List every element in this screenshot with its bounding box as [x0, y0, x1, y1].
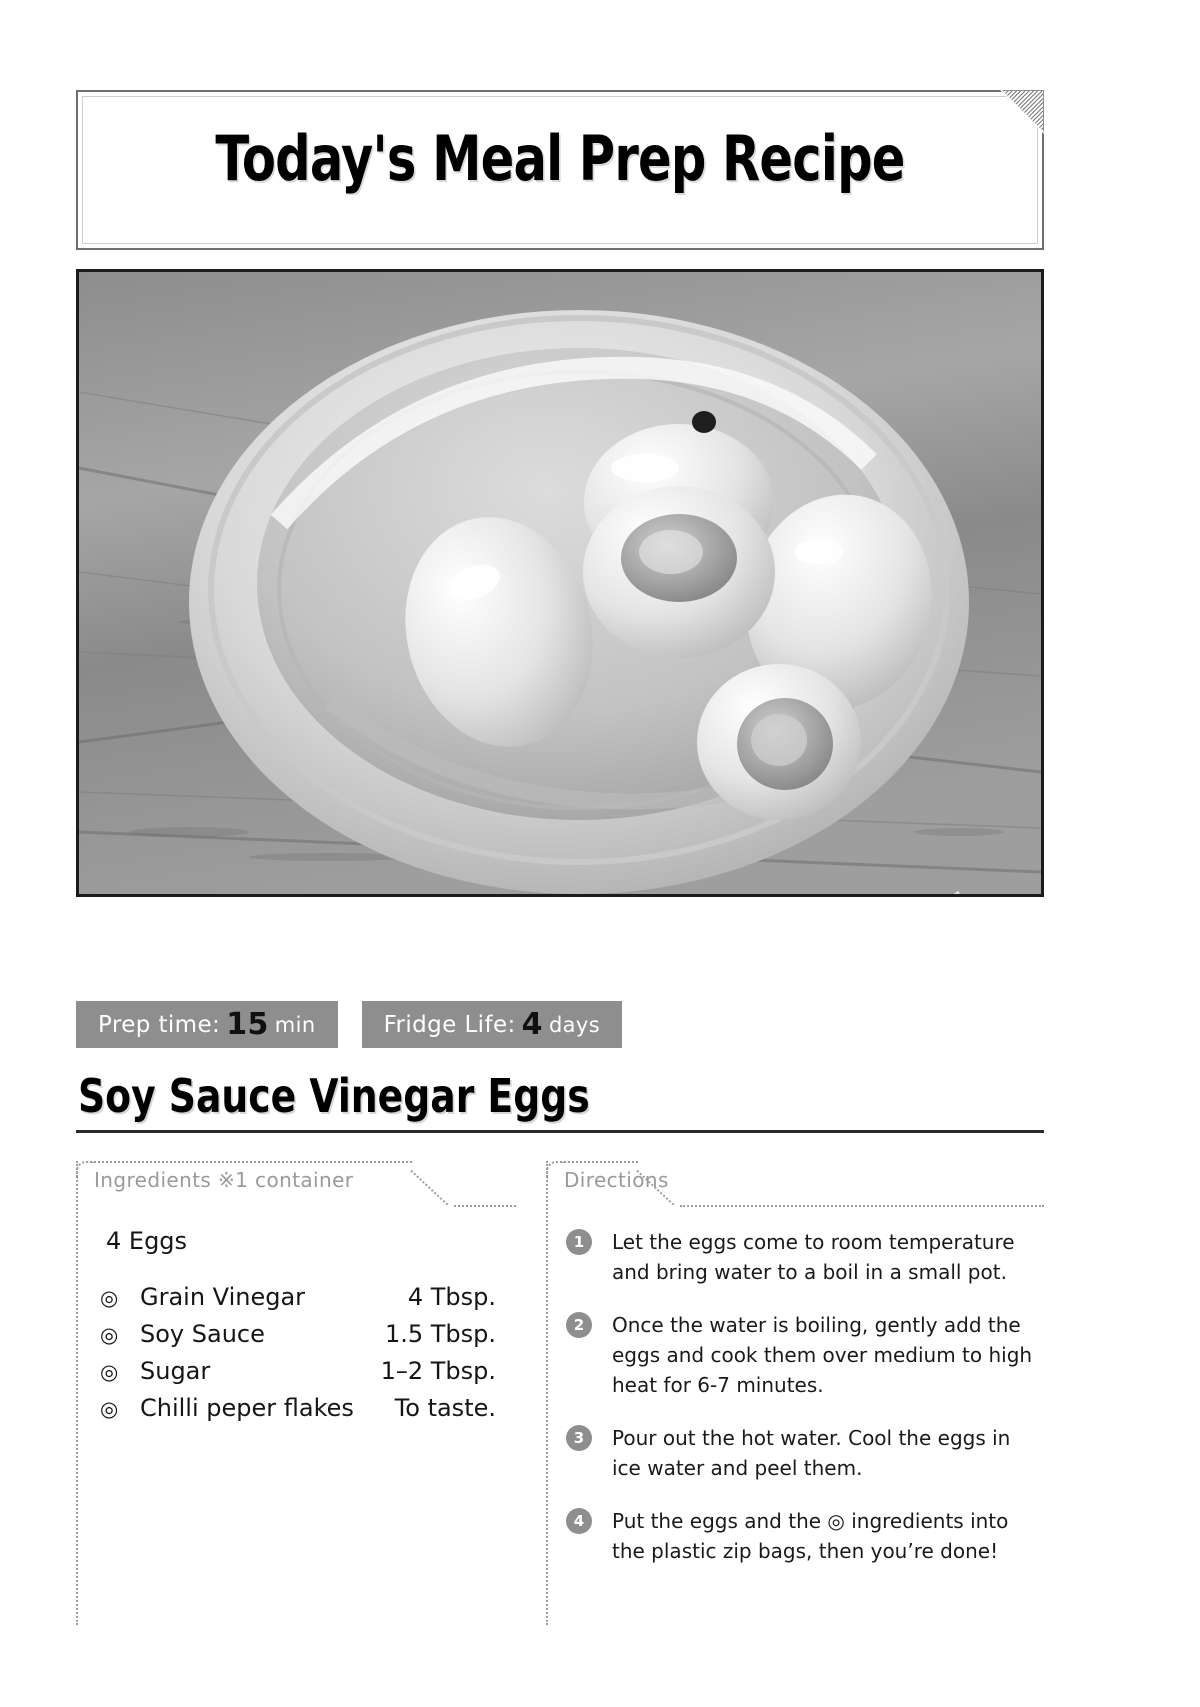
ingredients-frame-top [86, 1161, 412, 1163]
ingredients-list [100, 1283, 500, 1431]
ingredient-mark-icon: ◎ [100, 1323, 119, 1347]
directions-list [566, 1227, 1034, 1589]
ingredient-row [100, 1394, 500, 1431]
recipe-title: Soy Sauce Vinegar Eggs [78, 1069, 590, 1123]
directions-frame-left [546, 1161, 548, 1625]
step-number-badge: 2 [566, 1312, 592, 1338]
page-title: Today's Meal Prep Recipe [215, 122, 905, 195]
fridge-life-badge [362, 1001, 623, 1048]
ingredient-amount: To taste. [394, 1394, 496, 1422]
ingredients-frame-left [76, 1161, 78, 1625]
ingredients-frame-corner [76, 1161, 94, 1179]
ingredient-amount: 1.5 Tbsp. [384, 1320, 496, 1348]
prep-time-unit: min [274, 1012, 316, 1037]
step-text: Put the eggs and the ◎ ingredients into the plastic zip bags, then you’re done! [612, 1509, 1009, 1563]
fridge-life-unit: days [548, 1012, 601, 1037]
ingredient-mark-icon: ◎ [100, 1397, 119, 1421]
ingredients-headline: 4 Eggs [106, 1227, 188, 1255]
fridge-life-value: 4 [521, 1007, 543, 1042]
step-text: Once the water is boiling, gently add the eggs and cook them over medium to high heat for 6-7 minutes. [612, 1313, 1033, 1397]
step-text: Pour out the hot water. Cool the eggs in ice water and peel them. [612, 1426, 1011, 1480]
directions-frame-top-lower [680, 1205, 1044, 1207]
ingredient-row [100, 1357, 500, 1394]
step-number-badge: 4 [566, 1508, 592, 1534]
ingredient-mark-icon: ◎ [100, 1286, 119, 1310]
directions-tab-label: Directions [564, 1168, 669, 1192]
fridge-life-label: Fridge Life: [383, 1011, 516, 1038]
direction-step [566, 1506, 1034, 1566]
directions-panel [546, 1155, 1044, 1625]
meta-badges [76, 1001, 622, 1048]
recipe-title-rule [76, 1130, 1044, 1133]
ingredient-name: Sugar [140, 1357, 211, 1385]
step-number-badge: 3 [566, 1425, 592, 1451]
prep-time-badge [76, 1001, 338, 1048]
ingredient-amount: 1–2 Tbsp. [380, 1357, 496, 1385]
ingredients-panel [76, 1155, 516, 1625]
ingredient-name: Chilli peper flakes [140, 1394, 354, 1422]
page-fold-icon [1000, 90, 1044, 134]
ingredients-tab-label: Ingredients ※1 container [94, 1168, 354, 1192]
ingredient-name: Soy Sauce [140, 1320, 265, 1348]
ingredient-row [100, 1320, 500, 1357]
recipe-photo [76, 269, 1044, 897]
prep-time-value: 15 [226, 1007, 269, 1042]
direction-step [566, 1227, 1034, 1287]
ingredient-amount: 4 Tbsp. [407, 1283, 496, 1311]
recipe-panels [76, 1155, 1044, 1625]
ingredients-frame-top-lower [454, 1205, 516, 1207]
title-banner [76, 90, 1044, 250]
direction-step [566, 1310, 1034, 1400]
step-text: Let the eggs come to room temperature and bring water to a boil in a small pot. [612, 1230, 1015, 1284]
step-number-badge: 1 [566, 1229, 592, 1255]
direction-step [566, 1423, 1034, 1483]
ingredient-name: Grain Vinegar [140, 1283, 306, 1311]
prep-time-label: Prep time: [98, 1011, 221, 1038]
ingredients-frame-diagonal [410, 1161, 454, 1205]
ingredient-row [100, 1283, 500, 1320]
directions-frame-top [556, 1161, 638, 1163]
directions-frame-corner [546, 1161, 564, 1179]
ingredient-mark-icon: ◎ [100, 1360, 119, 1384]
